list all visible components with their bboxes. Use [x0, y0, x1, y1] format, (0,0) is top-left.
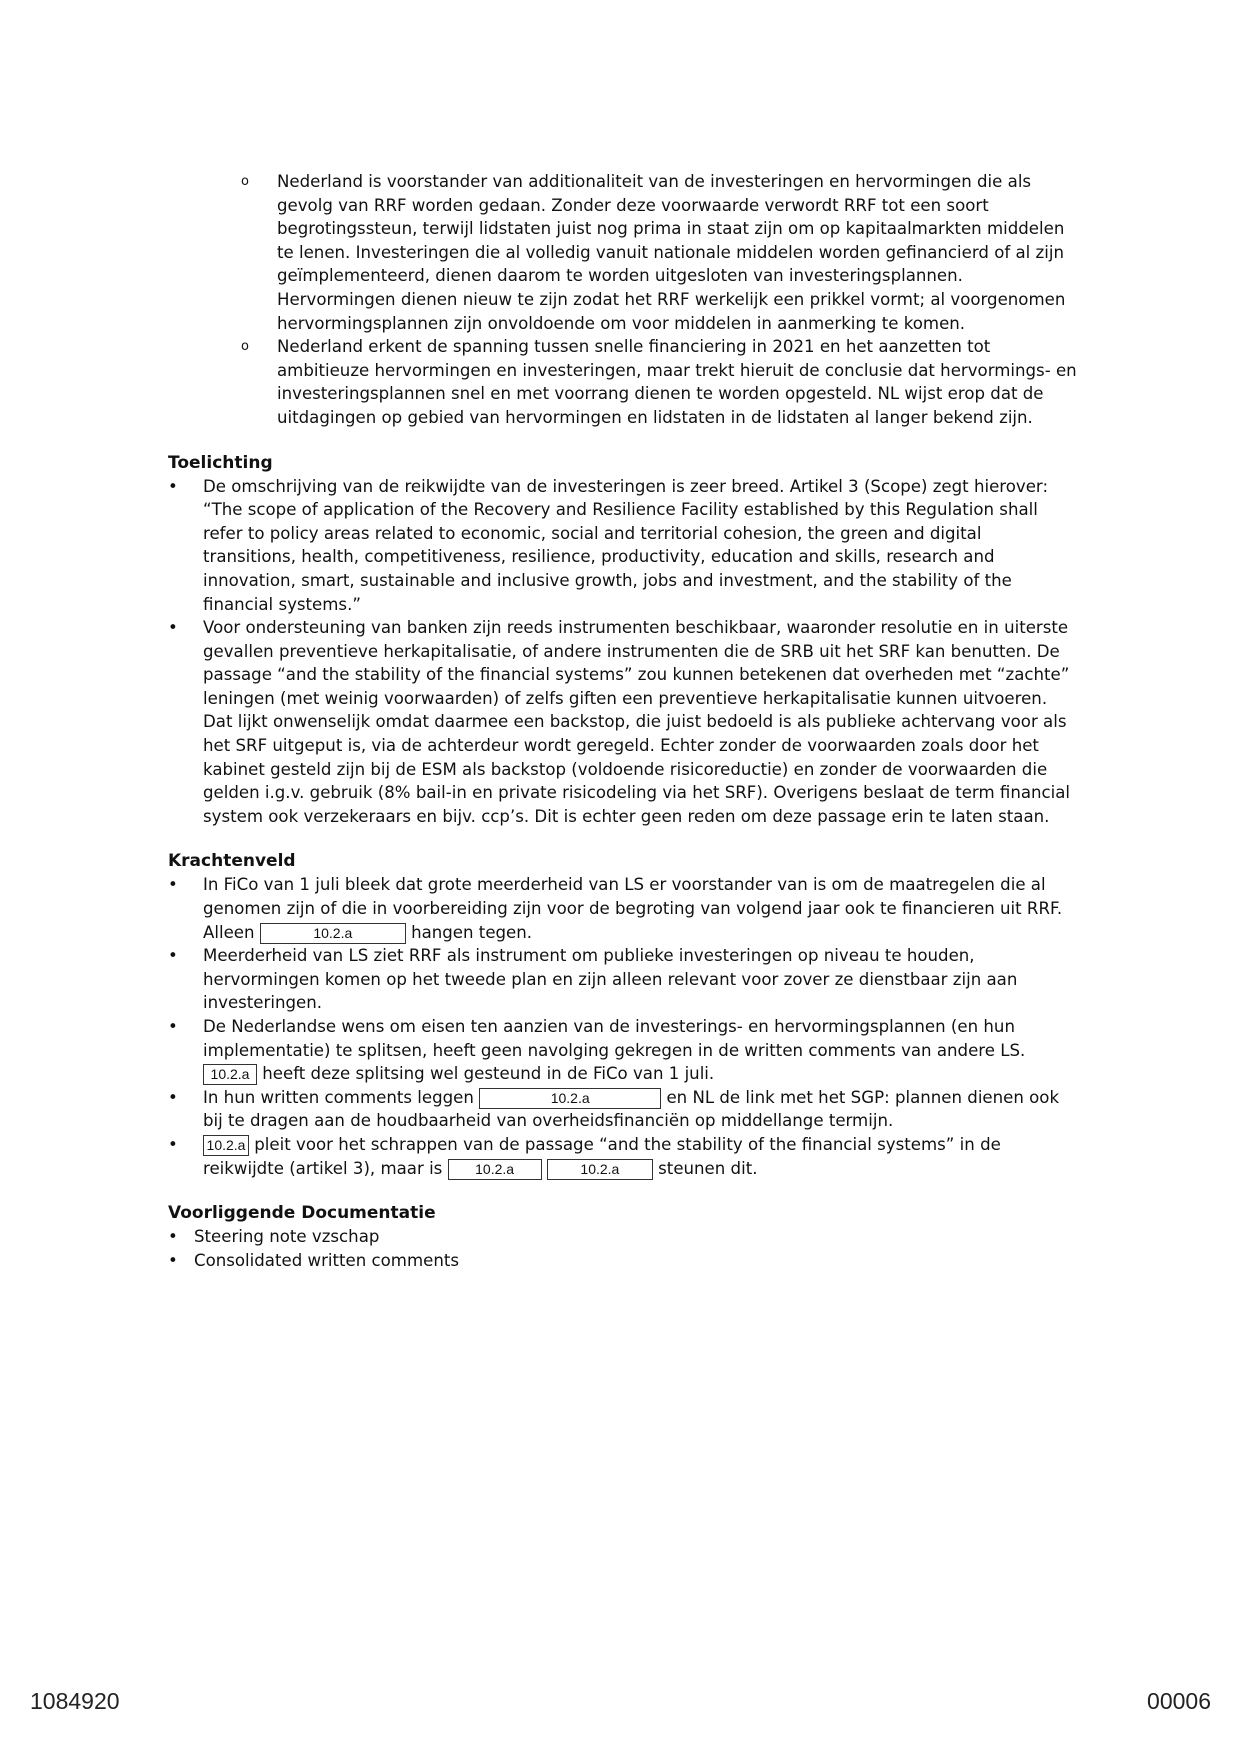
redaction-box: 10.2.a: [203, 1135, 249, 1156]
text-span: heeft deze splitsing wel gesteund in de FiCo van 1 juli.: [257, 1064, 715, 1084]
redaction-box: 10.2.a: [448, 1159, 542, 1180]
scope-quote: “The scope of application of the Recovery and Resilience Facility established by this Regulation shall refer to policy areas related to economic, social and territorial cohesion, the green and digital transitions, health, competitiveness, resilience, productivity, education and skills, research and innovation, smart, sustainable and inclusive growth, jobs and investment, and the stability of the financial systems.”: [203, 500, 1038, 614]
krachtenveld-item-meerderheid: • Meerderheid van LS ziet RRF als instrument om publieke investeringen op niveau te houden, hervormingen komen op het tweede plan en zijn alleen relevant voor zover ze dienstbaar zijn aan investeringen.: [168, 944, 1078, 1015]
documentatie-item: • Consolidated written comments: [168, 1249, 1078, 1273]
section-heading-documentatie: Voorliggende Documentatie: [168, 1203, 436, 1224]
toelichting-item-banken: • Voor ondersteuning van banken zijn reeds instrumenten beschikbaar, waaronder resolutie en in uiterste gevallen preventieve herkapitalisatie, of andere instrumenten die de SRB uit het SRF kan benutten. De passage “and the stability of the financial systems” zou kunnen betekenen dat overheden met “zachte” leningen (met weinig voorwaarden) of zelfs giften een preventieve herkapitalisatie kunnen uitvoeren. Dat lijkt onwenselijk omdat daarmee een backstop, die juist bedoeld is als publieke achtervang voor als het SRF uitgeput is, via de achterdeur wordt geregeld. Echter zonder de voorwaarden zoals door het kabinet gesteld zijn bij de ESM als backstop (voldoende risicoreductie) en zonder de voorwaarden die gelden i.g.v. gebruik (8% bail-in en private risicodeling via het SRF). Overigens beslaat de term financial system ook verzekeraars en bijv. ccp’s. Dit is echter geen reden om deze passage erin te laten staan.: [168, 616, 1078, 828]
text-span: hangen tegen.: [405, 922, 533, 942]
intro-item-spanning: o Nederland erkent de spanning tussen snelle financiering in 2021 en het aanzetten tot ambitieuze hervormingen en investeringen, maar trekt hieruit de conclusie dat hervormings- en investeringsplannen snel en met voorrang dienen te worden opgesteld. NL wijst erop dat de uitdagingen op gebied van hervormingen en lidstaten in de lidstaten al langer bekend zijn.: [241, 335, 1078, 429]
redaction-box: 10.2.a: [479, 1088, 661, 1109]
intro-sublist: [241, 170, 1078, 430]
intro-item-additionaliteit: o Nederland is voorstander van additionaliteit van de investeringen en hervormingen die als gevolg van RRF worden gedaan. Zonder deze voorwaarde verwordt RRF tot een soort begrotingssteun, terwijl lidstaten juist nog prima in staat zijn om op kapitaalmarkten middelen te lenen. Investeringen die al volledig vanuit nationale middelen worden gefinancierd of al zijn geïmplementeerd, dienen daarom te worden uitgesloten van investeringsplannen. Hervormingen dienen nieuw te zijn zodat het RRF werkelijk een prikkel vormt; al voorgenomen hervormingsplannen zijn onvoldoende om voor middelen in aanmerking te komen.: [241, 170, 1078, 335]
text-span: In hun written comments leggen: [203, 1087, 480, 1107]
krachtenveld-item-fico: [168, 873, 1078, 944]
text-span: steunen dit.: [652, 1158, 758, 1178]
documentatie-list: [168, 1225, 1078, 1272]
toelichting-item-scope-intro: De omschrijving van de reikwijdte van de investeringen is zeer breed. Artikel 3 (Scope) zegt hierover:: [203, 476, 1049, 496]
redaction-box: 10.2.a: [547, 1159, 653, 1180]
toelichting-item-scope: [168, 475, 1078, 617]
documentatie-item: • Steering note vzschap: [168, 1225, 1078, 1249]
redaction-box: 10.2.a: [260, 923, 406, 944]
text-span: De Nederlandse wens om eisen ten aanzien van de investerings- en hervormingsplannen (en hun implementatie) te splitsen, heeft geen navolging gekregen in de written comments van andere LS.: [203, 1017, 1026, 1060]
redaction-box: 10.2.a: [203, 1064, 257, 1085]
krachtenveld-item-schrappen: [168, 1133, 1078, 1180]
krachtenveld-item-sgp: [168, 1086, 1078, 1133]
text-span: en NL de link met het SGP: plannen dienen ook bij te dragen aan de houdbaarheid van overheidsfinanciën op middellange termijn.: [203, 1087, 1060, 1131]
footer-page-number: 00006: [1147, 1688, 1211, 1714]
documentatie-section: [168, 1202, 1078, 1272]
footer-document-id: 1084920: [30, 1688, 120, 1714]
krachtenveld-item-splitsen: [168, 1015, 1078, 1086]
toelichting-list: [168, 475, 1078, 829]
document-page: [168, 170, 1078, 1272]
text-span: In FiCo van 1 juli bleek dat grote meerderheid van LS er voorstander van is om de maatregelen die al genomen zijn of die in voorbereiding zijn voor de begroting van volgend jaar ook te financieren uit RRF. Alleen: [203, 875, 1063, 942]
krachtenveld-list: [168, 873, 1078, 1180]
section-heading-krachtenveld: Krachtenveld: [168, 851, 296, 872]
text-span: pleit voor het schrappen van de passage “and the stability of the financial systems” in de reikwijdte (artikel 3), maar is: [203, 1134, 1001, 1178]
section-heading-toelichting: Toelichting: [168, 452, 273, 473]
